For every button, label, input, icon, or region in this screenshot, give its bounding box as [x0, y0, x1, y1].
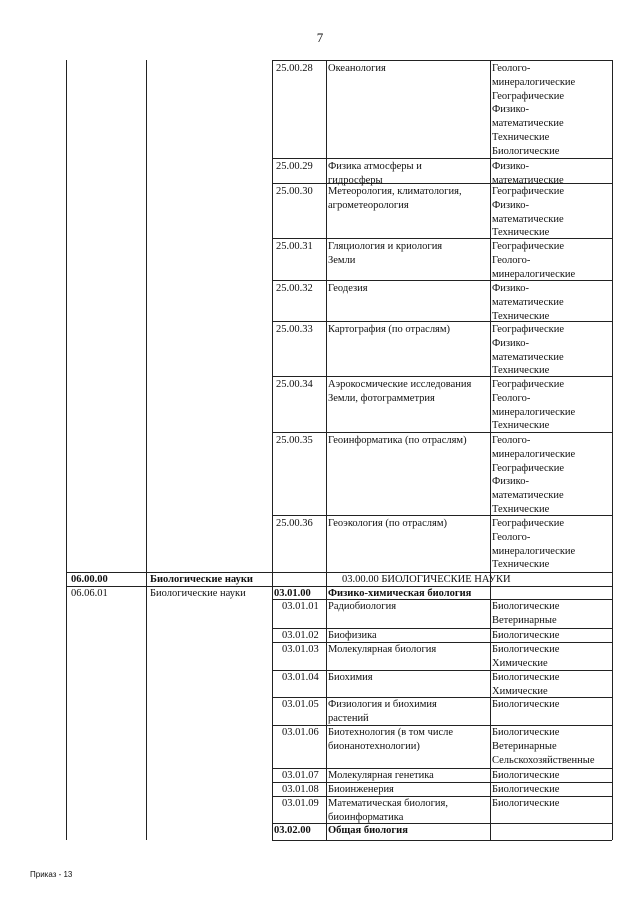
name-cell: Метеорология, климатология, агрометеорология: [328, 186, 462, 211]
code-cell: 25.00.31: [276, 241, 313, 252]
code-cell: 03.01.06: [282, 727, 319, 738]
name-cell: Математическая биология, биоинформатика: [328, 798, 449, 823]
name-cell: Молекулярная биология: [328, 644, 437, 655]
sciences-cell: Географические Геолого- минералогические Технические: [492, 379, 576, 432]
sciences-cell: Биологические Химические: [492, 644, 560, 669]
code-cell: 25.00.33: [276, 324, 313, 335]
name-cell: Геодезия: [328, 283, 368, 294]
name-cell: Океанология: [328, 63, 386, 74]
sciences-cell: Географические Геолого- минералогические: [492, 241, 576, 280]
sciences-cell: Географические Физико- математические Технические: [492, 324, 565, 377]
sciences-cell: Геолого- минералогические Географические Физико- математические Технические: [492, 435, 576, 515]
sciences-cell: Физико- математические Технические: [492, 283, 564, 322]
name-cell: Физиология и биохимия растений: [328, 699, 437, 724]
sciences-cell: Биологические: [492, 798, 560, 809]
sciences-cell: Биологические Ветеринарные: [492, 601, 560, 626]
name-cell: Геоинформатика (по отраслям): [328, 435, 467, 446]
code-cell: 25.00.36: [276, 518, 313, 529]
code-cell: 25.00.34: [276, 379, 313, 390]
name-cell: Гляциология и криология Земли: [328, 241, 443, 266]
code-cell: 03.01.02: [282, 630, 319, 641]
table-rule: [272, 840, 612, 841]
code-cell: 03.01.03: [282, 644, 319, 655]
sciences-cell: Географические Геолого- минералогические Технические: [492, 518, 576, 571]
name-cell: Радиобиология: [328, 601, 397, 612]
code-cell: 25.00.30: [276, 186, 313, 197]
code-cell: 03.01.05: [282, 699, 319, 710]
name-cell: Биофизика: [328, 630, 377, 641]
name-cell: Физика атмосферы и гидросферы: [328, 161, 422, 186]
group-code: 03.02.00: [274, 825, 311, 836]
code-cell: 25.00.29: [276, 161, 313, 172]
name-cell: Геоэкология (по отраслям): [328, 518, 447, 529]
group-name: Физико-химическая биология: [328, 588, 472, 599]
name-cell: Биотехнология (в том числе бионанотехнологии): [328, 727, 454, 752]
subsection-name: Биологические науки: [150, 588, 246, 599]
name-cell: Молекулярная генетика: [328, 770, 434, 781]
name-cell: Биоинженерия: [328, 784, 394, 795]
name-cell: Картография (по отраслям): [328, 324, 451, 335]
sciences-cell: Биологические Ветеринарные Сельскохозяйственные: [492, 727, 595, 766]
code-cell: 03.01.09: [282, 798, 319, 809]
sciences-cell: Геолого- минералогические Географические Физико- математические Технические Биологические: [492, 63, 576, 157]
code-cell: 03.01.01: [282, 601, 319, 612]
code-cell: 25.00.35: [276, 435, 313, 446]
section-heading: 03.00.00 БИОЛОГИЧЕСКИЕ НАУКИ: [342, 574, 511, 585]
footer: Приказ - 13: [30, 870, 73, 879]
table-rule: [272, 60, 612, 61]
name-cell: Биохимия: [328, 672, 373, 683]
code-cell: 03.01.04: [282, 672, 319, 683]
group-code: 03.01.00: [274, 588, 311, 599]
page-number: 7: [316, 30, 324, 45]
subsection-code: 06.06.01: [71, 588, 108, 599]
name-cell: Аэрокосмические исследования Земли, фотограмметрия: [328, 379, 472, 404]
section-code: 06.00.00: [71, 574, 108, 585]
sciences-cell: Географические Физико- математические Технические: [492, 186, 565, 239]
sciences-cell: Биологические: [492, 770, 560, 781]
code-cell: 25.00.32: [276, 283, 313, 294]
section-name: Биологические науки: [150, 574, 253, 585]
sciences-cell: Биологические: [492, 784, 560, 795]
sciences-cell: Биологические: [492, 699, 560, 710]
sciences-cell: Биологические: [492, 630, 560, 641]
group-name: Общая биология: [328, 825, 408, 836]
code-cell: 25.00.28: [276, 63, 313, 74]
sciences-cell: Физико- математические: [492, 161, 564, 186]
sciences-cell: Биологические Химические: [492, 672, 560, 697]
code-cell: 03.01.08: [282, 784, 319, 795]
code-cell: 03.01.07: [282, 770, 319, 781]
classification-table: [66, 60, 613, 840]
